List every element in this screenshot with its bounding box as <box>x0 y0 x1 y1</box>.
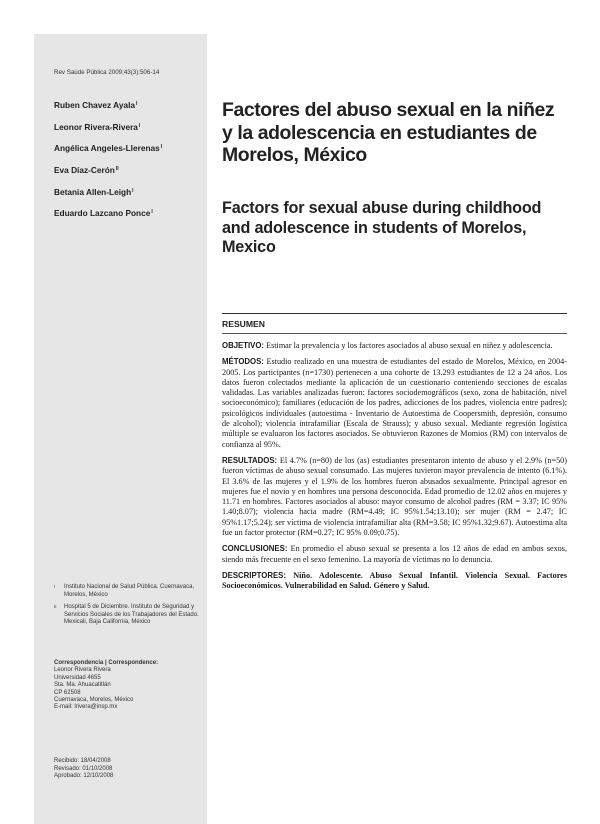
conclusiones-text: En promedio el abuso sexual se presenta a los 12 años de edad en ambos sexos, siendo más frecuente en el sexo femenino. La mayoría de víctimas no lo denuncia. <box>222 544 567 564</box>
affiliations <box>54 584 202 632</box>
correspondence-line: CP 62508 <box>54 689 81 696</box>
section-divider <box>222 313 567 314</box>
author-name: Angélica Angeles-Llerenas$^I$ <box>54 143 163 154</box>
correspondence-block <box>54 660 202 712</box>
abstract-objetivo <box>222 341 567 351</box>
resultados-label: RESULTADOS: <box>222 455 278 465</box>
conclusiones-label: CONCLUSIONES: <box>222 544 288 554</box>
author-name: Leonor Rivera-Rivera$^I$ <box>54 121 141 132</box>
metodos-label: MÉTODOS: <box>222 357 264 367</box>
heading-divider <box>222 333 567 334</box>
correspondence-line: Leonor Rivera Rivera <box>54 667 111 674</box>
resumen-heading: RESUMEN <box>222 319 265 329</box>
submission-dates <box>54 758 202 781</box>
correspondence-line: Sta. Ma. Ahuacatitlán <box>54 682 111 689</box>
abstract-resultados <box>222 456 567 538</box>
received-date: Recibido: 18/04/2008 <box>54 758 111 764</box>
abstract-conclusiones <box>222 544 567 565</box>
metodos-text: Estudio realizado en una muestra de estudiantes del estado de Morelos, México, en 2004-2005. Los participantes (n=1730) pertenecen a una cohorte de 13.293 estudiantes de 12 a 24 años. Los datos fueron colectados mediante la aplicación de un cuestionario conteniendo secciones de escalas validadas. Las variables analizadas fueron: factores sociodemográficos (sexo, zona de habitación, nivel socioeconómico); familiares (educación de los padres, adicciones de los padres, violencia entre padres); psicológicos individuales (autoestima - Inventario de Autoestima de Coopersmith, depresión, consumo de alcohol); violencia intrafamiliar (Escala de Strauss); y abuso sexual. Mediante regresión logística múltiple se evaluaron los factores asociados. Se obtuvieron Razones de Momios (RM) con intervalos de confianza al 95%. <box>222 357 567 449</box>
descriptores-text: Niño. Adolescente. Abuso Sexual Infantil. Violencia Sexual. Factores Socioeconómicos. Vulnerabilidad en Salud. Género y Salud. <box>222 570 568 591</box>
journal-reference: Rev Saúde Pública 2009;43(3):506-14 <box>54 69 160 76</box>
descriptores-label: DESCRIPTORES: <box>222 570 286 580</box>
author-name: Eva Díaz-Cerón$^{II}$ <box>54 165 119 176</box>
correspondence-line: Cuernavaca, Morelos, México <box>54 697 134 704</box>
objetivo-text: Estimar la prevalencia y los factores asociados al abuso sexual en niñez y adolescencia. <box>266 341 553 350</box>
correspondence-email: E-mail: lrivera@insp.mx <box>54 704 118 711</box>
affiliation-item: I Instituto Nacional de Salud Pública. Cuernavaca, Morelos, México <box>54 584 195 598</box>
title-spanish: Factores del abuso sexual en la niñez y la adolescencia en estudiantes de Morelos, México <box>222 99 555 166</box>
objetivo-label: OBJETIVO: <box>222 341 265 350</box>
author-name: Ruben Chavez Ayala$^I$ <box>54 100 138 110</box>
abstract-descriptores <box>222 571 567 592</box>
author-name: Betania Allen-Leigh$^I$ <box>54 186 134 197</box>
affiliation-item: II Hospital 5 de Diciembre. Instituto de Seguridad y Servicios Sociales de los Trabajadores del Estado. Mexicali, Baja California, México <box>54 604 199 626</box>
revised-date: Revisado: 01/10/2008 <box>54 765 113 772</box>
abstract-body <box>222 341 567 598</box>
resultados-text: El 4.7% (n=80) de los (as) estudiantes presentaron intento de abuso y el 2.9% (n=50) fueron víctimas de abuso sexual consumado. Las mujeres tuvieron mayor prevalencia de intento (6.1%). El 3.6% de las mujeres y el 1.9% de los hombres fueron abusados sexualmente. Principal agresor en mujeres fue el novio y en hombres una persona desconocida. Edad promedio de 12.02 años en mujeres y 11.71 en hombres. Factores asociados al abuso: mayor consumo de alcohol padres (RM = 3.37; IC 95% 1.40;8.07); violencia hacia madre (RM=4.49; IC 95%1.54;13.10); ser mujer (RM = 2.47; IC 95%1.17;5.24); ser víctima de violencia intrafamiliar alta (RM=3.58; IC 95%1.32;9.67). Autoestima alta fue un factor protector (RM=0.27; IC 95% 0.09;0.75). <box>222 455 567 538</box>
author-name: Eduardo Lazcano Ponce$^I$ <box>54 208 153 219</box>
correspondence-heading: Correspondencia | Correspondence: <box>54 660 159 666</box>
author-list <box>54 100 204 230</box>
correspondence-line: Universidad 4655 <box>54 674 101 681</box>
title-english: Factors for sexual abuse during childhood and adolescence in students of Morelos, Mexico <box>222 199 542 256</box>
abstract-metodos <box>222 357 567 450</box>
approved-date: Aprobado: 12/10/2008 <box>54 773 114 780</box>
